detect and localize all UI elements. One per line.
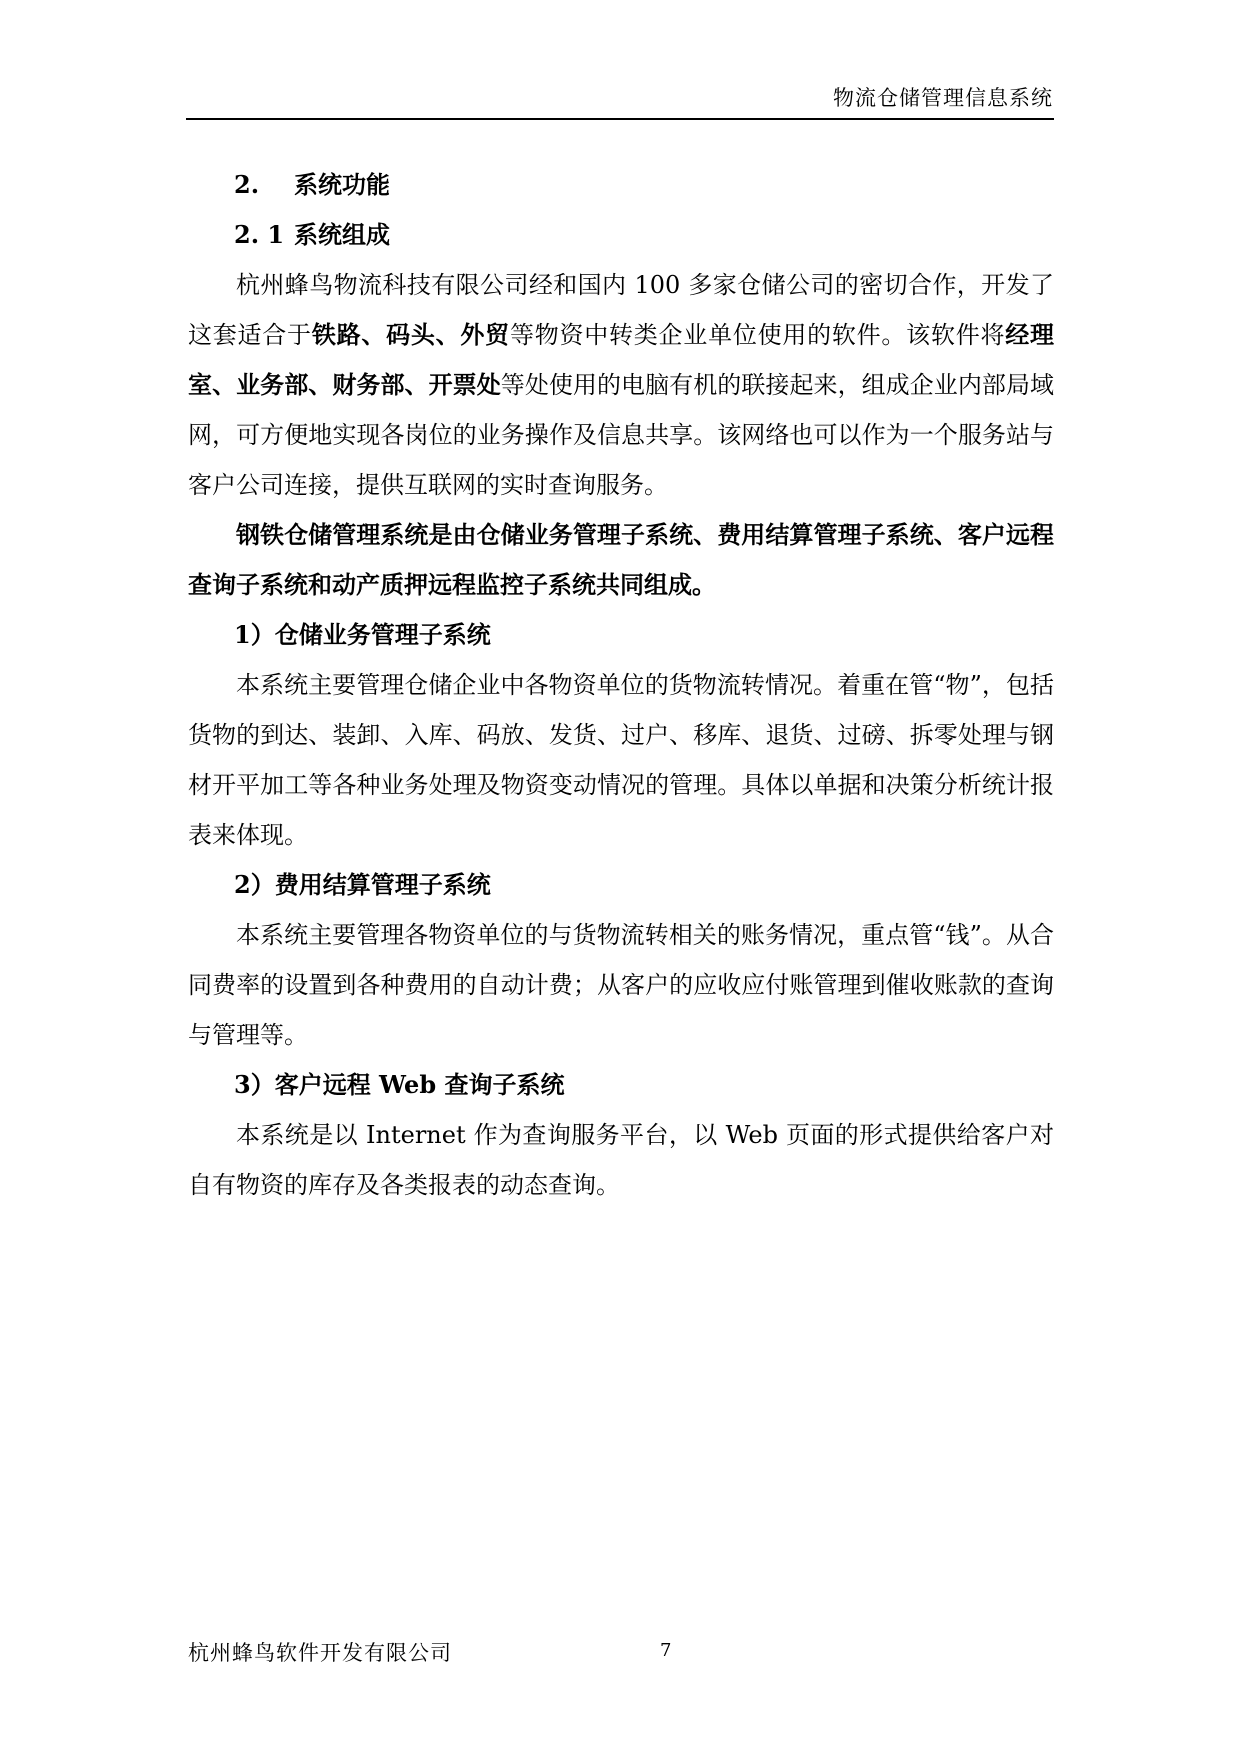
intro-text-a: 杭州蜂鸟物流科技有限公司经和国内 100 多家仓储公司的密切合作，开发了这套适合于	[188, 271, 1054, 349]
subsection-heading	[188, 210, 1054, 260]
composition-paragraph: 钢铁仓储管理系统是由仓储业务管理子系统、费用结算管理子系统、客户远程查询子系统和动产质押远程监控子系统共同组成。	[188, 520, 1054, 599]
intro-text-d: 等处使用的电脑有机的联接起来，组成企业内部局域网，可方便地实现各岗位的业务操作及信息共享。该网络也可以作为一个服务站与客户公司连接，提供互联网的实时查询服务。	[188, 371, 1055, 499]
bold-term-railway: 铁路	[311, 320, 362, 349]
bold-sep: 、	[212, 370, 237, 399]
intro-paragraph	[188, 260, 1054, 510]
bold-sep: 、	[435, 320, 461, 349]
subsystem-3-title: 3）客户远程 Web 查询子系统	[234, 1070, 565, 1099]
section-heading	[188, 160, 1054, 210]
subsystem-1-title: 1）仓储业务管理子系统	[234, 620, 491, 649]
subsystem-2-title: 2）费用结算管理子系统	[234, 870, 491, 899]
subsystem-2-body: 本系统主要管理各物资单位的与货物流转相关的账务情况，重点管“钱”。从合同费率的设置到各种费用的自动计费；从客户的应收应付账管理到催收账款的查询与管理等。	[188, 921, 1054, 1049]
page-body	[188, 160, 1054, 1210]
header-rule	[186, 118, 1054, 120]
bold-term-invoice-office: 开票处	[428, 370, 501, 399]
bold-term-finance-dept: 财务部	[332, 370, 405, 399]
bold-sep: 、	[308, 370, 333, 399]
footer-company: 杭州蜂鸟软件开发有限公司	[188, 1641, 452, 1665]
section-number: 2.	[234, 170, 260, 199]
subsection-number: 2. 1	[234, 220, 285, 249]
bold-term-trade: 外贸	[460, 320, 510, 349]
subsection-title: 系统组成	[294, 220, 390, 249]
page-header-title: 物流仓储管理信息系统	[833, 86, 1053, 110]
subsystem-1-body: 本系统主要管理仓储企业中各物资单位的货物流转情况。着重在管“物”，包括货物的到达、装卸、入库、码放、发货、过户、移库、退货、过磅、拆零处理与钢材开平加工等各种业务处理及物资变动情况的管理。具体以单据和决策分析统计报表来体现。	[188, 671, 1054, 849]
section-title: 系统功能	[294, 170, 390, 199]
bold-term-dock: 码头	[386, 320, 436, 349]
page-number: 7	[660, 1640, 672, 1661]
bold-term-business-dept: 业务部	[236, 370, 309, 399]
intro-text-c: 等物资中转类企业单位使用的软件。该软件将	[509, 321, 1006, 349]
bold-sep: 、	[361, 320, 387, 349]
subsystem-3-body: 本系统是以 Internet 作为查询服务平台，以 Web 页面的形式提供给客户对自有物资的库存及各类报表的动态查询。	[188, 1121, 1054, 1199]
bold-term-manager-office: 经理室	[188, 320, 1055, 399]
bold-sep: 、	[404, 370, 429, 399]
